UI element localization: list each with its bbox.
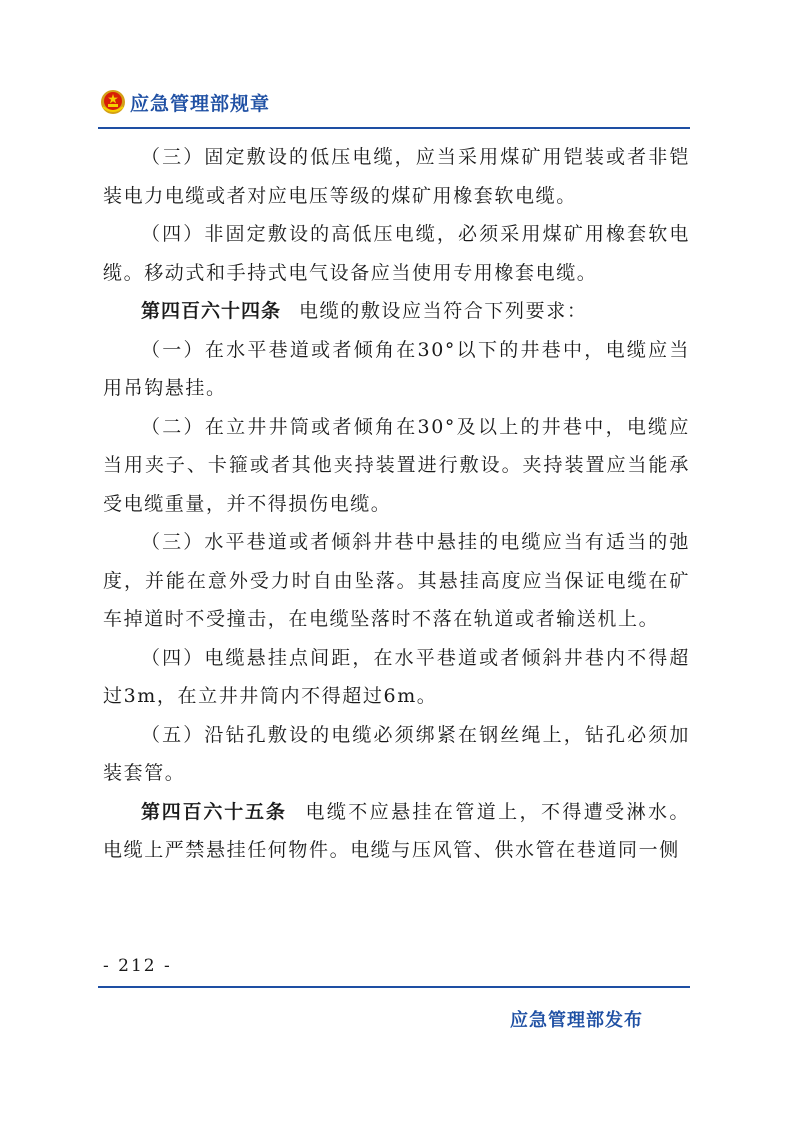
header-divider bbox=[98, 127, 690, 129]
page-number: - 212 - bbox=[103, 956, 172, 976]
article-title: 第四百六十四条 bbox=[141, 300, 282, 322]
paragraph: （五）沿钻孔敷设的电缆必须绑紧在钢丝绳上，钻孔必须加装套管。 bbox=[103, 723, 690, 784]
article-title: 第四百六十五条 bbox=[141, 800, 287, 823]
page-header bbox=[100, 84, 270, 120]
article-paragraph: 第四百六十五条 电缆不应悬挂在管道上，不得遭受淋水。电缆上严禁悬挂任何物件。电缆与压风管、供水管在巷道同一侧 bbox=[103, 800, 690, 861]
header-title: 应急管理部规章 bbox=[130, 92, 271, 115]
paragraph: （四）电缆悬挂点间距，在水平巷道或者倾斜井巷内不得超过3m，在立井井筒内不得超过6m。 bbox=[103, 646, 690, 707]
paragraph: （四）非固定敷设的高低压电缆，必须采用煤矿用橡套软电缆。移动式和手持式电气设备应当使用专用橡套电缆。 bbox=[103, 223, 690, 284]
paragraph: （二）在立井井筒或者倾角在30°及以上的井巷中，电缆应当用夹子、卡箍或者其他夹持装置进行敷设。夹持装置应当能承受电缆重量，并不得损伤电缆。 bbox=[103, 415, 690, 515]
footer-divider bbox=[98, 986, 690, 988]
footer-publisher: 应急管理部发布 bbox=[510, 1010, 643, 1031]
national-emblem-icon bbox=[100, 89, 126, 115]
paragraph: （三）固定敷设的低压电缆，应当采用煤矿用铠装或者非铠装电力电缆或者对应电压等级的煤矿用橡套软电缆。 bbox=[103, 146, 690, 207]
paragraph: （一）在水平巷道或者倾角在30°以下的井巷中，电缆应当用吊钩悬挂。 bbox=[103, 338, 690, 399]
document-body bbox=[103, 138, 690, 870]
article-paragraph: 第四百六十四条 电缆的敷设应当符合下列要求： bbox=[141, 300, 588, 322]
paragraph: （三）水平巷道或者倾斜井巷中悬挂的电缆应当有适当的弛度，并能在意外受力时自由坠落。其悬挂高度应当保证电缆在矿车掉道时不受撞击，在电缆坠落时不落在轨道或者输送机上。 bbox=[103, 531, 690, 630]
